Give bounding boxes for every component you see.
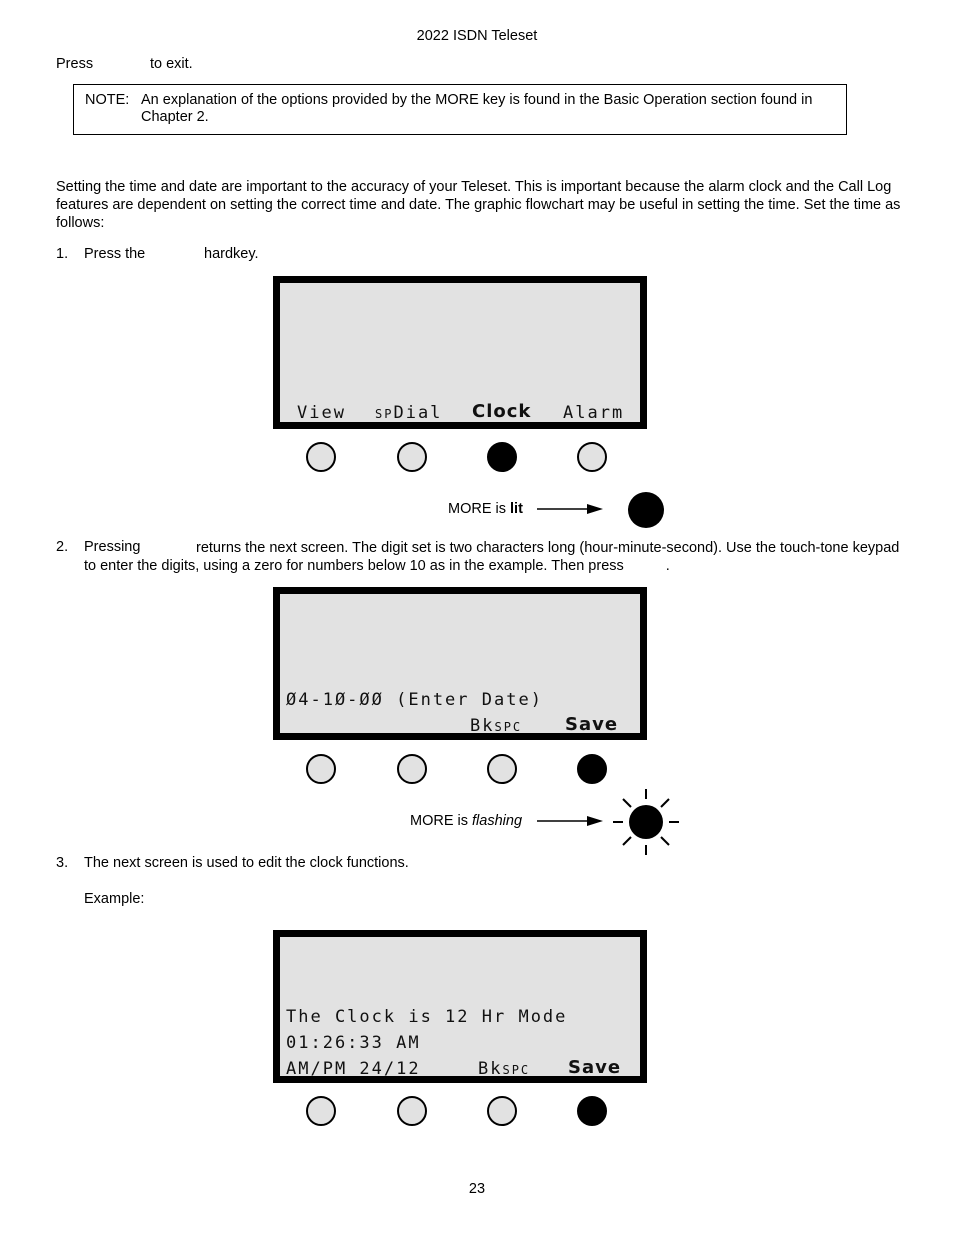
clock-mode-line: The Clock is 12 Hr Mode (286, 1007, 568, 1027)
softkey-save-label: Save (565, 714, 619, 735)
more-key-lit-icon (627, 491, 665, 529)
intro-press: Press (56, 56, 94, 72)
step-2-text-b: returns the next screen. The digit set is two characters long (hour-minute-second). Use the touch-tone keypad to enter the digits, using a zero for numbers below 10 as in the example. Then press . (84, 540, 900, 574)
step-3-example-label: Example: (84, 891, 145, 907)
softkey-button-2[interactable] (397, 754, 427, 784)
softkey-view-label: View (297, 403, 346, 423)
more-lit-label: MORE is lit (448, 501, 523, 517)
softkey-button-3[interactable] (487, 1096, 517, 1126)
page-header: 2022 ISDN Teleset (416, 28, 538, 44)
softkey-button-4[interactable] (577, 754, 607, 784)
softkey-button-4[interactable] (577, 1096, 607, 1126)
arrow-right-icon (537, 502, 607, 516)
step-2-text-a: Pressing (84, 539, 141, 555)
clock-time-line: 01:26:33 AM (286, 1033, 421, 1053)
softkey-alarm-label: Alarm (563, 403, 625, 423)
softkey-button-1[interactable] (306, 442, 336, 472)
arrow-right-icon (537, 814, 607, 828)
softkey-clock-label: Clock (472, 401, 532, 422)
step-3-number: 3. (56, 855, 69, 871)
softkey-save-label: Save (568, 1057, 622, 1078)
more-key-flashing-icon (611, 787, 681, 857)
page-number: 23 (468, 1181, 486, 1197)
note-label: NOTE: (85, 92, 130, 108)
softkey-button-2[interactable] (397, 1096, 427, 1126)
lcd-screen-2 (273, 587, 647, 740)
softkey-button-1[interactable] (306, 754, 336, 784)
step-2-number: 2. (56, 539, 69, 555)
softkey-spdial-label: SPDial (375, 403, 443, 423)
softkey-button-4[interactable] (577, 442, 607, 472)
more-flashing-label: MORE is flashing (410, 813, 523, 829)
softkey-button-1[interactable] (306, 1096, 336, 1126)
time-entry-line: Ø4-1Ø-ØØ (Enter Date) (286, 690, 543, 710)
intro-paragraph: Setting the time and date are important to the accuracy of your Teleset. This is important because the alarm clock and the Call Log features are dependent on setting the correct time and date. The graphic flowchart may be useful in setting the time. Set the time as follows: (56, 179, 901, 231)
step-1-text-a: Press the (84, 246, 146, 262)
softkey-ampm-2412-label: AM/PM 24/12 (286, 1059, 421, 1079)
note-text: An explanation of the options provided by the MORE key is found in the Basic Operation section found in Chapter 2. (141, 92, 813, 125)
softkey-button-2[interactable] (397, 442, 427, 472)
intro-to-exit: to exit. (150, 56, 193, 72)
softkey-bkspc-label: BkSPC (470, 716, 523, 736)
lcd-screen-1 (273, 276, 647, 429)
note-box (73, 84, 847, 135)
softkey-bkspc-label: BkSPC (478, 1059, 531, 1079)
step-1-text-b: hardkey. (204, 246, 259, 262)
step-3-text: The next screen is used to edit the clock functions. (84, 855, 409, 871)
lcd-screen-3 (273, 930, 647, 1083)
softkey-button-3[interactable] (487, 754, 517, 784)
step-1-number: 1. (56, 246, 69, 262)
softkey-button-3[interactable] (487, 442, 517, 472)
